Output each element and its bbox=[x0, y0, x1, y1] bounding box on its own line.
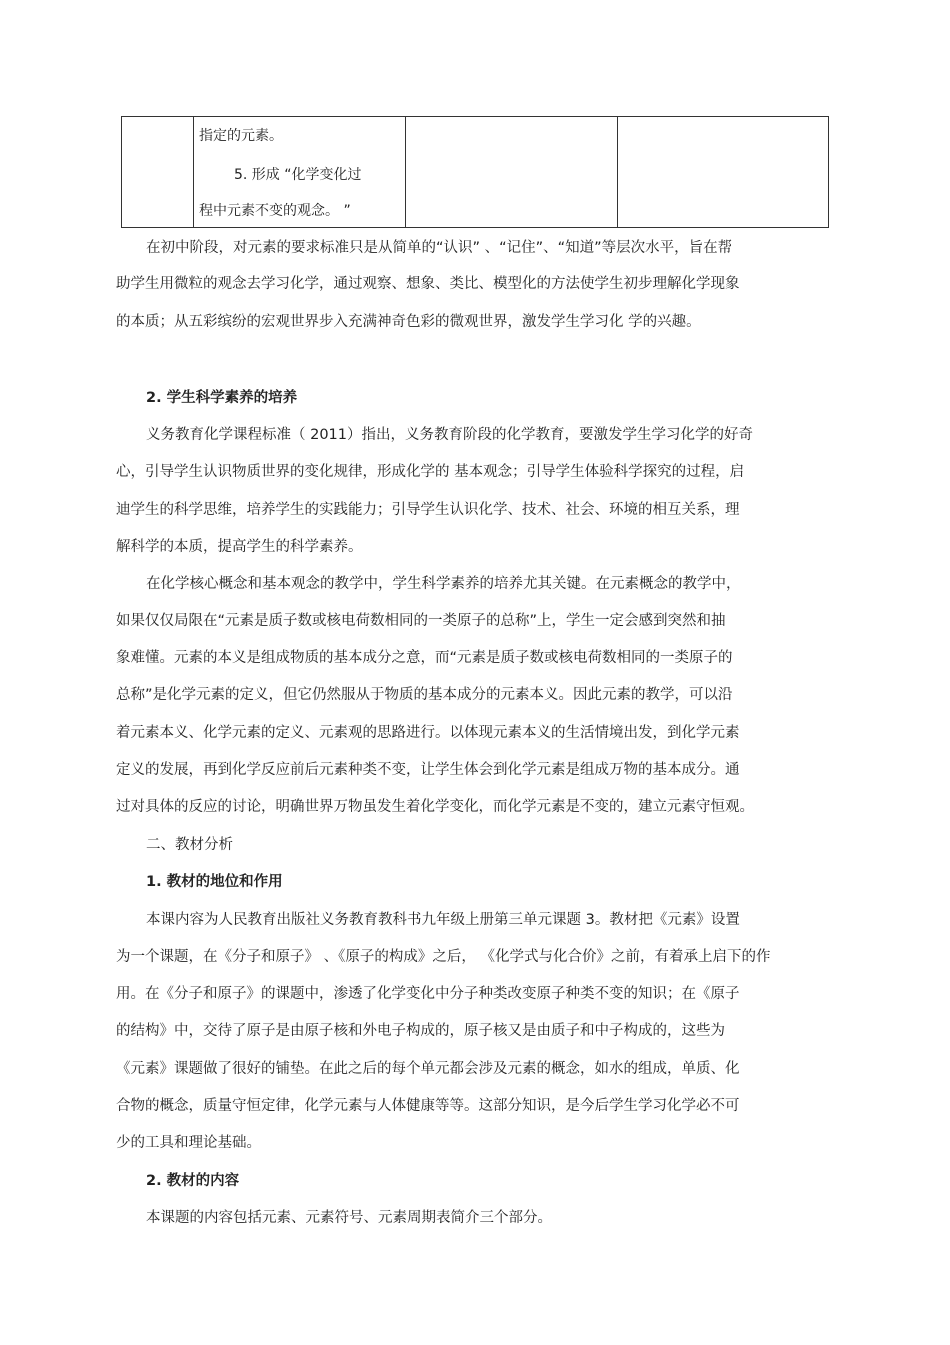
paragraph-line: 总称”是化学元素的定义，但它仍然服从于物质的基本成分的元素本义。因此元素的教学，可以沿 bbox=[116, 687, 733, 703]
paragraph-line: 为一个课题，在《分子和原子》 、《原子的构成》之后， 《化学式与化合价》之前，有着承上启下的作 bbox=[116, 949, 771, 965]
section-heading: 2. 学生科学素养的培养 bbox=[146, 390, 298, 406]
paragraph-line: 着元素本义、化学元素的定义、元素观的思路进行。以体现元素本义的生活情境出发，到化学元素 bbox=[116, 725, 740, 741]
paragraph-line: 解科学的本质，提高学生的科学素养。 bbox=[116, 539, 363, 555]
table-cell-empty bbox=[406, 117, 618, 228]
table-cell-text: 5. 形成 “化学变化过 bbox=[234, 167, 362, 183]
paragraph-line: 迪学生的科学思维，培养学生的实践能力；引导学生认识化学、技术、社会、环境的相互关系，理 bbox=[116, 502, 740, 518]
section-heading: 1. 教材的地位和作用 bbox=[146, 874, 283, 890]
paragraph-line: 义务教育化学课程标准（ 2011）指出，义务教育阶段的化学教育，要激发学生学习化学的好奇 bbox=[146, 427, 754, 443]
paragraph-line: 本课题的内容包括元素、元素符号、元素周期表简介三个部分。 bbox=[146, 1210, 552, 1226]
paragraph-line: 象难懂。元素的本义是组成物质的基本成分之意，而“元素是质子数或核电荷数相同的一类原子的 bbox=[116, 650, 733, 666]
paragraph-line: 少的工具和理论基础。 bbox=[116, 1135, 261, 1151]
paragraph-line: 过对具体的反应的讨论，明确世界万物虽发生着化学变化，而化学元素是不变的，建立元素守恒观。 bbox=[116, 799, 754, 815]
section-heading: 2. 教材的内容 bbox=[146, 1173, 240, 1189]
paragraph-line: 在初中阶段，对元素的要求标准只是从简单的“认识” 、“记住”、“知道”等层次水平，旨在帮 bbox=[146, 240, 733, 256]
paragraph-line: 《元素》课题做了很好的铺垫。在此之后的每个单元都会涉及元素的概念，如水的组成，单质、化 bbox=[116, 1061, 740, 1077]
paragraph-line: 的结构》中，交待了原子是由原子核和外电子构成的，原子核又是由质子和中子构成的，这些为 bbox=[116, 1023, 725, 1039]
paragraph-line: 定义的发展，再到化学反应前后元素种类不变，让学生体会到化学元素是组成万物的基本成分。通 bbox=[116, 762, 740, 778]
paragraph-line: 心，引导学生认识物质世界的变化规律，形成化学的 基本观念；引导学生体验科学探究的过程，启 bbox=[116, 464, 745, 480]
paragraph-line: 的本质；从五彩缤纷的宏观世界步入充满神奇色彩的微观世界，激发学生学习化 学的兴趣。 bbox=[116, 314, 701, 330]
section-heading: 二、教材分析 bbox=[146, 837, 233, 853]
table-cell-text: 程中元素不变的观念。 ” bbox=[199, 203, 351, 219]
table-cell-empty bbox=[618, 117, 829, 228]
paragraph-line: 用。在《分子和原子》的课题中，渗透了化学变化中分子种类改变原子种类不变的知识；在《原子 bbox=[116, 986, 740, 1002]
paragraph-line: 在化学核心概念和基本观念的教学中，学生科学素养的培养尤其关键。在元素概念的教学中， bbox=[146, 576, 741, 592]
table-cell-empty bbox=[122, 117, 194, 228]
paragraph-line: 合物的概念，质量守恒定律，化学元素与人体健康等等。这部分知识，是今后学生学习化学必不可 bbox=[116, 1098, 740, 1114]
paragraph-line: 如果仅仅局限在“元素是质子数或核电荷数相同的一类原子的总称”上，学生一定会感到突然和抽 bbox=[116, 613, 726, 629]
paragraph-line: 本课内容为人民教育出版社义务教育教科书九年级上册第三单元课题 3。教材把《元素》设置 bbox=[146, 912, 740, 928]
paragraph-line: 助学生用微粒的观念去学习化学，通过观察、想象、类比、模型化的方法使学生初步理解化学现象 bbox=[116, 276, 740, 292]
table-cell-text: 指定的元素。 bbox=[199, 128, 283, 144]
